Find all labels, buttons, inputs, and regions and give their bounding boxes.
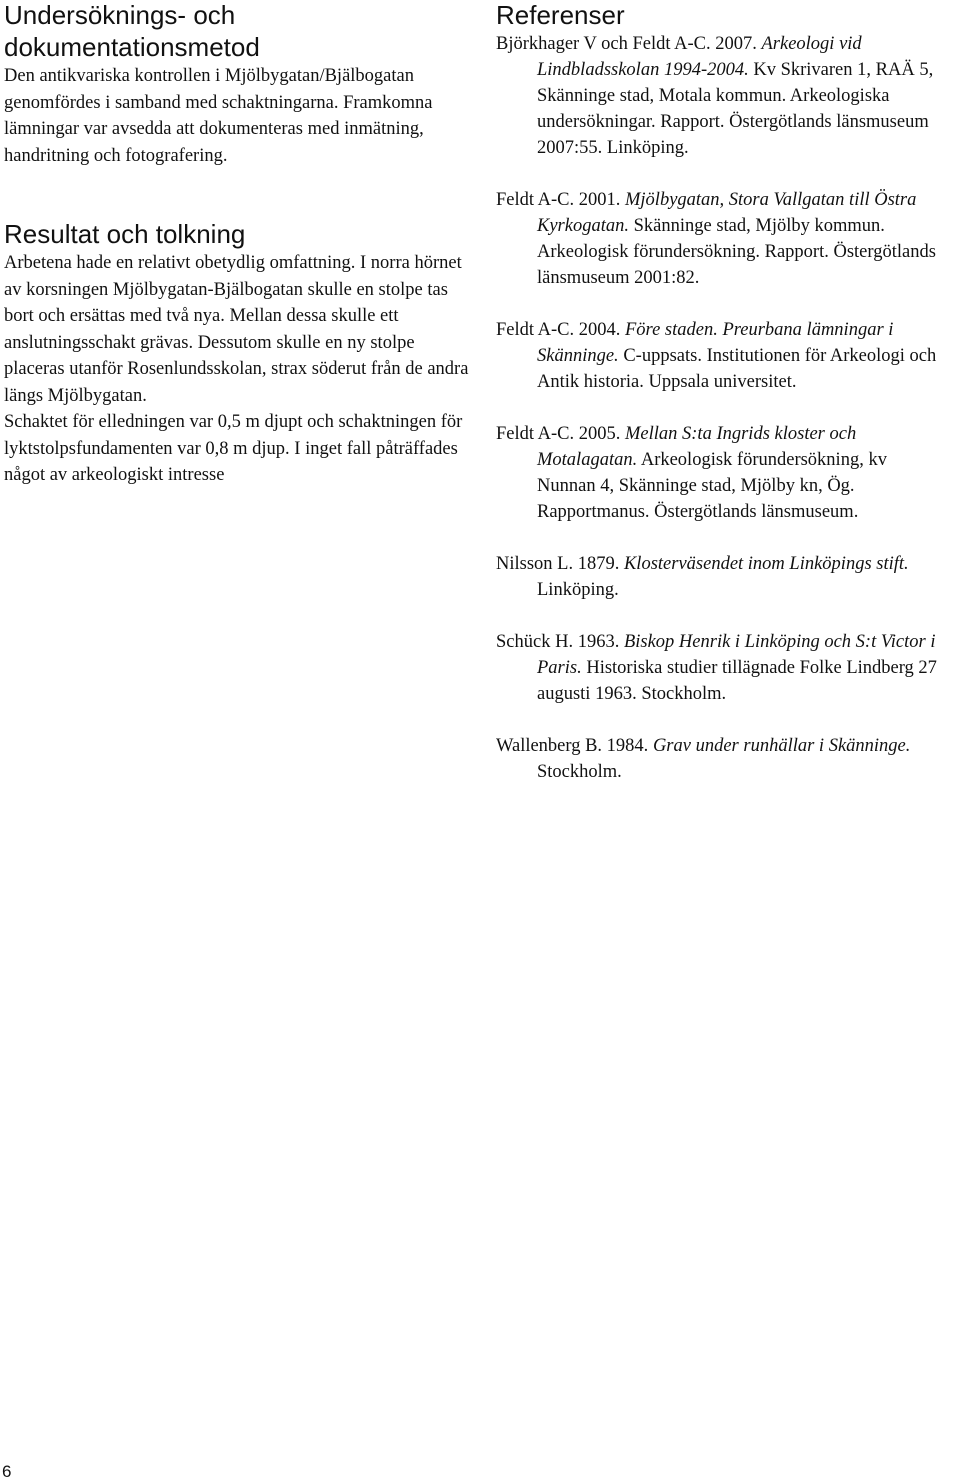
page-number: 6 (2, 1462, 12, 1481)
reference-author-year: Schück H. 1963. (496, 632, 620, 652)
reference-details: Arkeologisk förundersökning, kv Nunnan 4, Skänninge stad, Mjölby kn, Ög. Rapportmanus. Östergötlands länsmuseum. (537, 450, 887, 522)
reference-title: Grav under runhällar i Skänninge. (652, 736, 911, 756)
reference-details: C-uppsats. Institutionen för Arkeologi och Antik historia. Uppsala universitet. (537, 346, 937, 392)
reference-item (496, 317, 948, 395)
reference-author-year: Feldt A-C. 2001. (496, 190, 621, 210)
right-column (496, 0, 948, 811)
reference-item (496, 551, 948, 603)
reference-title: Före staden. Preurbana lämningar i Skänninge. (537, 320, 894, 366)
reference-author-year: Nilsson L. 1879. (496, 554, 620, 574)
reference-title: Biskop Henrik i Linköping och S:t Victor i Paris. (537, 632, 936, 678)
method-paragraph: Den antikvariska kontrollen i Mjölbygatan/Bjälbogatan genomfördes i samband med schaktningarna. Framkomna lämningar var avsedda att dokumenteras med inmätning, handritning och fotografering. (4, 66, 433, 166)
reference-details: Historiska studier tillägnade Folke Lindberg 27 augusti 1963. Stockholm. (537, 658, 937, 704)
reference-list (496, 31, 948, 785)
results-paragraph-2: Schaktet för elledningen var 0,5 m djupt och schaktningen för lyktstolpsfundamenten var 0,8 m djup. I inget fall påträffades något av arkeologiskt intresse (4, 412, 463, 485)
section-heading-results: Resultat och tolkning (4, 219, 246, 249)
reference-item (496, 733, 948, 785)
reference-item (496, 421, 948, 525)
reference-item (496, 629, 948, 707)
section-heading-method: Undersöknings- och dokumentationsmetod (4, 0, 260, 62)
left-column (4, 0, 472, 489)
reference-author-year: Feldt A-C. 2004. (496, 320, 621, 340)
reference-title: Mjölbygatan, Stora Vallgatan till Östra Kyrkogatan. (537, 190, 917, 236)
reference-details: Linköping. (537, 580, 619, 600)
reference-item (496, 187, 948, 291)
references-heading: Referenser (496, 0, 625, 30)
reference-title: Arkeologi vid Lindbladsskolan 1994-2004. (537, 34, 862, 80)
reference-item (496, 31, 948, 161)
reference-details: Kv Skrivaren 1, RAÄ 5, Skänninge stad, Motala kommun. Arkeologiska undersökningar. Rapport. Östergötlands länsmuseum 2007:55. Linköping. (537, 60, 934, 158)
reference-title: Mellan S:ta Ingrids kloster och Motalagatan. (537, 424, 857, 470)
reference-title: Klosterväsendet inom Linköpings stift. (623, 554, 909, 574)
reference-details: Stockholm. (537, 762, 622, 782)
reference-details: Skänninge stad, Mjölby kommun. Arkeologisk förundersökning. Rapport. Östergötlands länsmuseum 2001:82. (537, 216, 936, 288)
results-paragraph-1: Arbetena hade en relativt obetydlig omfattning. I norra hörnet av korsningen Mjölbygatan-Bjälbogatan skulle en stolpe tas bort och ersättas med två nya. Mellan dessa skulle ett anslutningsschakt grävas. Dessutom skulle en ny stolpe placeras utanför Rosenlundsskolan, strax söderut från de andra längs Mjölbygatan. (4, 253, 469, 406)
reference-author-year: Wallenberg B. 1984. (496, 736, 649, 756)
reference-author-year: Björkhager V och Feldt A-C. 2007. (496, 34, 757, 54)
reference-author-year: Feldt A-C. 2005. (496, 424, 621, 444)
